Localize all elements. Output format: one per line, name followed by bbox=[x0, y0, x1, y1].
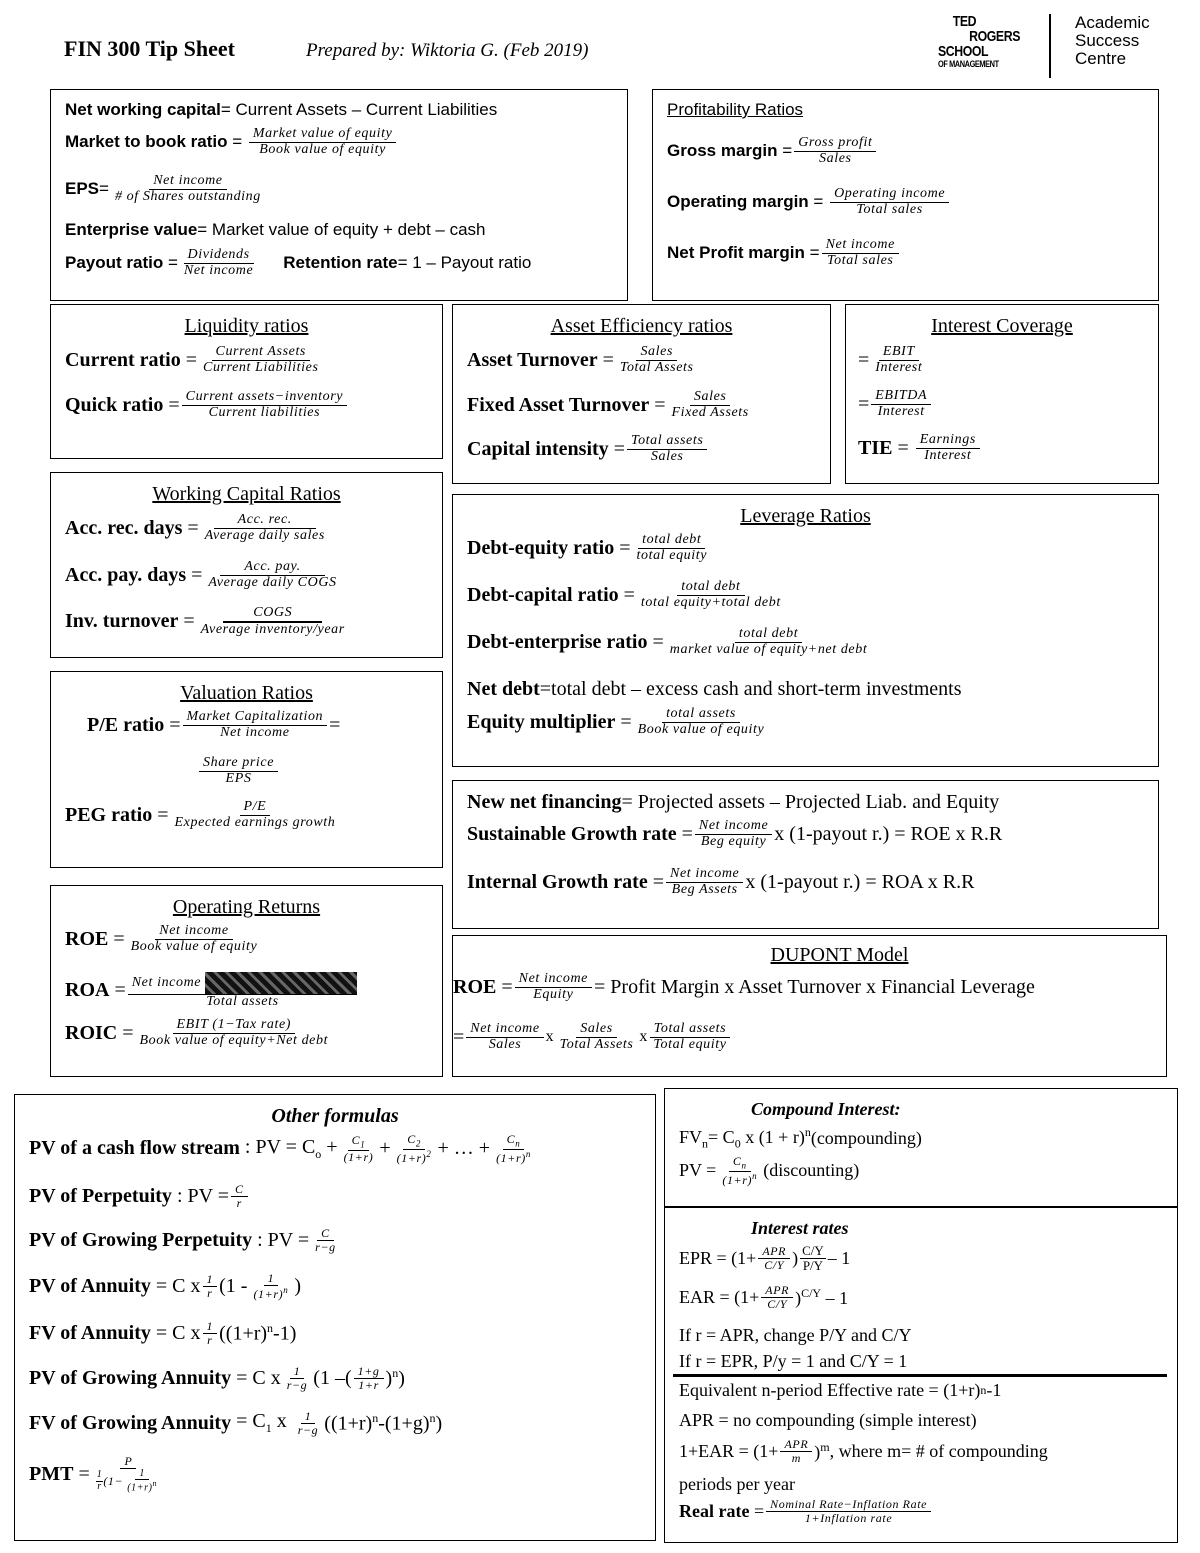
denominator: Average inventory/year bbox=[200, 621, 345, 637]
times-sign: x bbox=[639, 1028, 648, 1046]
payout-row: Payout ratio = $\frac{\text{Dividends}}{\text{Net income}}$ Retention rate = 1 – Payout ratio bbox=[65, 247, 532, 278]
denominator: market value of equity+net debt bbox=[669, 641, 868, 657]
compounding-note: (compounding) bbox=[810, 1127, 922, 1148]
dupont-roe-fraction bbox=[515, 972, 592, 1002]
numerator: Net income bbox=[155, 924, 232, 940]
rates-divider bbox=[673, 1374, 1167, 1377]
dupont-title: DUPONT Model bbox=[770, 944, 909, 966]
fv-annuity-label: FV of Annuity bbox=[29, 1321, 151, 1344]
pv-growing-perpetuity-row: PV of Growing Perpetuity : PV = $\frac{C}{r-g}$ bbox=[29, 1226, 336, 1254]
netmargin-label: Net Profit margin bbox=[667, 243, 805, 263]
internal-growth-row: Internal Growth rate = $\frac{\text{Net income}}{\text{Beg Assets}}$ x (1-payout r.) = ROA x R.R bbox=[467, 866, 975, 897]
new-net-financing-rhs: = Projected assets – Projected Liab. and Equity bbox=[621, 791, 1000, 813]
asset-turnover-row: Asset Turnover = $\frac{\text{Sales}}{\text{Total Assets}}$ bbox=[467, 345, 700, 375]
numerator: Sales bbox=[636, 345, 677, 361]
ap-days-label: Acc. pay. days bbox=[65, 563, 187, 586]
logo-divider bbox=[1049, 14, 1051, 78]
roa-numerator-row bbox=[128, 972, 357, 995]
equivalent-rate-row: Equivalent n-period Effective rate = (1+r) n -1 bbox=[679, 1380, 1002, 1400]
epr-row: EPR = (1+ $\frac{\text{APR}}{C/Y}$ ) $\frac{C/Y}{P/Y}$ – 1 bbox=[679, 1243, 851, 1273]
numerator: Market value of equity bbox=[249, 127, 397, 143]
roic-row: ROIC = $\frac{\text{EBIT (1−Tax rate)}}{\text{Book value of equity+Net debt}}$ bbox=[65, 1018, 334, 1048]
numerator: Acc. rec. bbox=[214, 513, 316, 529]
asset-turnover-fraction bbox=[556, 1022, 638, 1052]
profit-margin-fraction bbox=[466, 1022, 543, 1052]
gross-fraction bbox=[794, 136, 876, 166]
denominator: Fixed Assets bbox=[671, 404, 749, 420]
current-row: Current ratio = $\frac{\text{Current Assets}}{\text{Current Liabilities}}$ bbox=[65, 345, 325, 375]
numerator: Sales bbox=[576, 1022, 617, 1038]
numerator: Acc. pay. bbox=[220, 560, 324, 576]
igr-rhs: x (1-payout r.) = ROA x R.R bbox=[745, 870, 975, 893]
pv-perpetuity-label: PV of Perpetuity bbox=[29, 1184, 172, 1207]
if-apr-note: If r = APR, change P/Y and C/Y bbox=[679, 1325, 912, 1345]
numerator: Dividends bbox=[184, 248, 254, 264]
numerator: Operating income bbox=[830, 187, 949, 203]
denominator: # of Shares outstanding bbox=[114, 188, 261, 204]
tie-row: TIE = $\frac{\text{Earnings}}{\text{Interest}}$ bbox=[858, 433, 982, 463]
equity-multiplier-fraction bbox=[634, 707, 769, 737]
denominator: total equity bbox=[636, 547, 708, 563]
liquidity-title: Liquidity ratios bbox=[184, 315, 309, 337]
logo-management: OF MANAGEMENT bbox=[938, 59, 999, 69]
pv-growing-annuity-label: PV of Growing Annuity bbox=[29, 1366, 232, 1389]
denominator: Sales bbox=[488, 1036, 522, 1052]
mtb-fraction bbox=[249, 127, 397, 157]
numerator: Gross profit bbox=[794, 136, 876, 152]
debt-equity-label: Debt-equity ratio bbox=[467, 536, 615, 559]
denominator: Current Liabilities bbox=[203, 359, 319, 375]
debt-capital-label: Debt-capital ratio bbox=[467, 583, 619, 606]
ap-days-row: Acc. pay. days = $\frac{\text{Acc. pay.}}{\text{Average daily COGS}}$ bbox=[65, 560, 343, 590]
denominator: Total equity bbox=[653, 1036, 727, 1052]
peg-label: PEG ratio bbox=[65, 803, 153, 826]
numerator: Current Assets bbox=[212, 345, 310, 361]
valuation-title: Valuation Ratios bbox=[180, 682, 313, 704]
numerator: EBIT (1−Tax rate) bbox=[173, 1018, 296, 1034]
denominator: EPS bbox=[225, 770, 252, 786]
apr-note: APR = no compounding (simple interest) bbox=[679, 1410, 977, 1430]
denominator: Average daily COGS bbox=[208, 574, 337, 590]
denominator: Sales bbox=[650, 448, 684, 464]
sgr-fraction bbox=[695, 819, 772, 849]
ear-m-row: 1+EAR = (1+ $\frac{\text{APR}}{m}$ )$^m$ , where m= # of compounding bbox=[679, 1437, 1048, 1465]
eps-label: EPS bbox=[65, 179, 100, 199]
pv-growing-perpetuity-label: PV of Growing Perpetuity bbox=[29, 1228, 253, 1251]
numerator: Net income bbox=[695, 819, 772, 835]
peg-row: PEG ratio = $\frac{P/E}{\text{Expected earnings growth}}$ bbox=[65, 800, 341, 830]
roe-label: ROE bbox=[65, 927, 109, 950]
denominator: Book value of equity+Net debt bbox=[139, 1032, 329, 1048]
denominator: 1+Inflation rate bbox=[804, 1510, 893, 1525]
equity-multiplier-row: Equity multiplier = $\frac{\text{total assets}}{\text{Book value of equity}}$ bbox=[467, 707, 770, 737]
denominator: total equity+total debt bbox=[640, 594, 781, 610]
inv-turnover-label: Inv. turnover bbox=[65, 610, 179, 633]
numerator: Total assets bbox=[627, 434, 707, 450]
leverage-title: Leverage Ratios bbox=[740, 505, 871, 527]
financial-leverage-fraction bbox=[649, 1022, 730, 1052]
dupont-expansion-row: = $\frac{\text{Net income}}{\text{Sales}}$ x $\frac{\text{Sales}}{\text{Total Assets}}$ x $\frac{\text{Total assets}}{\text{Total equity}}$ bbox=[453, 1022, 733, 1052]
capital-intensity-label: Capital intensity bbox=[467, 437, 609, 460]
other-formulas-title: Other formulas bbox=[271, 1105, 399, 1127]
compound-interest-title: Compound Interest: bbox=[751, 1099, 901, 1119]
numerator: total assets bbox=[662, 707, 740, 723]
equity-multiplier-label: Equity multiplier bbox=[467, 710, 616, 733]
numerator: Earnings bbox=[916, 433, 980, 449]
logo-rogers: ROGERS bbox=[969, 28, 1020, 45]
valuation-box bbox=[50, 671, 443, 868]
pv-perpetuity-row: PV of Perpetuity : PV = $\frac{C}{r}$ bbox=[29, 1183, 250, 1209]
roic-fraction bbox=[136, 1018, 333, 1048]
new-net-financing-row bbox=[467, 791, 999, 814]
numerator: Total assets bbox=[650, 1022, 730, 1038]
quick-fraction bbox=[182, 390, 347, 420]
debt-enterprise-fraction bbox=[666, 627, 872, 657]
netmargin-fraction bbox=[822, 238, 899, 268]
denominator: Book value of equity bbox=[637, 721, 765, 737]
logo-ted: TED bbox=[952, 13, 977, 30]
debt-capital-fraction bbox=[637, 580, 785, 610]
real-rate-row: Real rate = $\frac{\text{Nominal Rate−Inflation Rate}}{\text{1+Inflation rate}}$ bbox=[679, 1498, 933, 1524]
debt-equity-fraction bbox=[632, 533, 711, 563]
numerator: COGS bbox=[223, 606, 322, 623]
pe-fraction bbox=[183, 710, 328, 740]
prepared-by: Prepared by: Wiktoria G. (Feb 2019) bbox=[306, 40, 589, 61]
centre-line: Centre bbox=[1075, 49, 1127, 68]
payout-fraction bbox=[180, 248, 257, 278]
denominator: Total sales bbox=[827, 252, 894, 268]
mtb-label: Market to book ratio bbox=[65, 132, 228, 152]
eps-row: EPS = $\frac{\text{Net income}}{\text{\# of Shares outstanding}}$ bbox=[65, 174, 267, 204]
profitability-title: Profitability Ratios bbox=[667, 100, 804, 119]
fv-compound-row: $FV_n= C_0$ x $(1 + r)^n$ (compounding) bbox=[679, 1125, 922, 1151]
roe-row: ROE = $\frac{\text{Net income}}{\text{Book value of equity}}$ bbox=[65, 924, 263, 954]
denominator: Beg equity bbox=[700, 833, 767, 849]
peg-fraction bbox=[171, 800, 340, 830]
sustainable-growth-row: Sustainable Growth rate = $\frac{\text{Net income}}{\text{Beg equity}}$ x (1-payout r.) = ROE x R.R bbox=[467, 818, 1003, 849]
numerator: Net income bbox=[822, 238, 899, 254]
numerator: Net income bbox=[666, 867, 743, 883]
payout-label: Payout ratio bbox=[65, 253, 164, 273]
price-eps-fraction bbox=[199, 756, 278, 786]
pmt-row: PMT = P $\frac{1}{r}$ (1− $\frac{1}{(1+r)^n}$ bbox=[29, 1454, 158, 1494]
denominator: Equity bbox=[533, 986, 574, 1002]
working-capital-title: Working Capital Ratios bbox=[152, 483, 341, 505]
numerator: Net income bbox=[149, 174, 226, 190]
igr-fraction bbox=[666, 867, 743, 897]
times-sign: x bbox=[545, 1028, 554, 1046]
dupont-roe-rhs: = Profit Margin x Asset Turnover x Financial Leverage bbox=[594, 975, 1035, 998]
gross-row: Gross margin = $\frac{\text{Gross profit}}{\text{Sales}}$ bbox=[667, 136, 878, 166]
denominator: Net income bbox=[220, 724, 290, 740]
school-logo bbox=[938, 13, 1020, 80]
ev-row bbox=[65, 220, 486, 240]
redacted-mark bbox=[205, 972, 357, 994]
gross-label: Gross margin bbox=[667, 141, 778, 161]
ebitda-fraction bbox=[871, 389, 931, 419]
current-fraction bbox=[199, 345, 323, 375]
liquidity-box bbox=[50, 304, 443, 459]
fixed-turnover-row: Fixed Asset Turnover = $\frac{\text{Sales}}{\text{Fixed Assets}}$ bbox=[467, 390, 755, 420]
asset-efficiency-title: Asset Efficiency ratios bbox=[550, 315, 733, 337]
ev-rhs: = Market value of equity + debt – cash bbox=[197, 220, 486, 239]
other-formulas-box bbox=[14, 1094, 656, 1541]
profitability-box bbox=[652, 89, 1159, 301]
pe-price-row bbox=[197, 756, 280, 786]
tie-fraction bbox=[916, 433, 980, 463]
logo-school: SCHOOL bbox=[938, 43, 989, 60]
denominator: Beg Assets bbox=[671, 881, 738, 897]
operating-returns-title: Operating Returns bbox=[172, 896, 321, 918]
interest-coverage-box bbox=[845, 304, 1159, 484]
centre-name bbox=[1075, 14, 1150, 68]
numerator: Market Capitalization bbox=[183, 710, 328, 726]
fv-annuity-row: FV of Annuity = C x $\frac{1}{r}$ $((1+r)^n-1)$ bbox=[29, 1319, 297, 1347]
inv-turnover-fraction bbox=[197, 606, 349, 637]
centre-line: Success bbox=[1075, 31, 1140, 50]
ebit-coverage-row: = $\frac{\text{EBIT}}{\text{Interest}}$ bbox=[858, 345, 928, 375]
roa-label: ROA bbox=[65, 979, 110, 1002]
compound-interest-box bbox=[664, 1088, 1178, 1207]
pv-discount-row: PV = $\frac{C_n}{(1+r)^n}$ (discounting) bbox=[679, 1154, 860, 1187]
internal-growth-label: Internal Growth rate bbox=[467, 870, 648, 893]
denominator: Interest bbox=[877, 403, 925, 419]
interest-coverage-title: Interest Coverage bbox=[931, 315, 1073, 337]
roic-label: ROIC bbox=[65, 1021, 118, 1044]
periods-note: periods per year bbox=[679, 1474, 795, 1494]
roa-fraction bbox=[128, 972, 357, 1010]
new-net-financing-label: New net financing bbox=[467, 791, 622, 813]
fixed-turnover-fraction bbox=[668, 390, 753, 420]
pv-cash-flow-label: PV of a cash flow stream bbox=[29, 1137, 240, 1160]
sgr-rhs: x (1-payout r.) = ROE x R.R bbox=[774, 822, 1003, 845]
asset-turnover-fraction bbox=[616, 345, 698, 375]
roe-fraction bbox=[127, 924, 262, 954]
numerator: Net income bbox=[515, 972, 592, 988]
numerator: Sales bbox=[690, 390, 731, 406]
denominator: Average daily sales bbox=[204, 527, 325, 543]
if-epr-note: If r = EPR, P/y = 1 and C/Y = 1 bbox=[679, 1351, 908, 1371]
asset-efficiency-box bbox=[452, 304, 831, 484]
ar-days-label: Acc. rec. days bbox=[65, 516, 183, 539]
pe-label: P/E ratio bbox=[87, 713, 165, 736]
ear-m-note: , where m= # of compounding bbox=[829, 1440, 1048, 1461]
pe-row: P/E ratio = $\frac{\text{Market Capitalization}}{\text{Net income}}$ = bbox=[87, 709, 341, 740]
denominator: Total sales bbox=[856, 201, 923, 217]
numerator: Net income bbox=[466, 1022, 543, 1038]
debt-enterprise-label: Debt-enterprise ratio bbox=[467, 630, 648, 653]
pv-cash-flow-row: PV of a cash flow stream : PV = $C_o$ + $\frac{C_1}{(1+r)}$ + $\frac{C_2}{(1+r)^2}$ + … + $\frac{C_n}{(1+r)^n}$ bbox=[29, 1132, 531, 1165]
interest-rates-title: Interest rates bbox=[751, 1218, 849, 1238]
opmargin-fraction bbox=[830, 187, 949, 217]
nwc-rhs: = Current Assets – Current Liabilities bbox=[220, 100, 498, 119]
mtb-row: Market to book ratio = $\frac{\text{Market value of equity}}{\text{Book value of equity}}$ bbox=[65, 127, 398, 157]
debt-enterprise-row: Debt-enterprise ratio = $\frac{\text{total debt}}{\text{market value of equity+net debt}}$ bbox=[467, 627, 873, 657]
retention-rhs: = 1 – Payout ratio bbox=[397, 253, 532, 273]
net-debt-row bbox=[467, 678, 962, 701]
tie-label: TIE bbox=[858, 436, 893, 459]
eps-fraction bbox=[111, 174, 265, 204]
basics-box bbox=[50, 89, 628, 301]
capital-intensity-row: Capital intensity = $\frac{\text{Total assets}}{\text{Sales}}$ bbox=[467, 434, 709, 464]
opmargin-label: Operating margin bbox=[667, 192, 809, 212]
sustainable-growth-label: Sustainable Growth rate bbox=[467, 822, 677, 845]
numerator: total debt bbox=[677, 580, 744, 596]
denominator: Total Assets bbox=[559, 1036, 634, 1052]
nwc-row bbox=[65, 100, 497, 120]
ebitda-coverage-row: = $\frac{\text{EBITDA}}{\text{Interest}}$ bbox=[858, 389, 933, 419]
denominator: Sales bbox=[819, 150, 852, 166]
operating-returns-box bbox=[50, 885, 443, 1077]
numerator: total debt bbox=[638, 533, 705, 549]
numerator: Share price bbox=[199, 756, 278, 772]
dupont-box bbox=[452, 935, 1167, 1077]
growth-box bbox=[452, 780, 1159, 929]
dupont-roe-row: ROE = $\frac{\text{Net income}}{\text{Equity}}$ = Profit Margin x Asset Turnover x Financial Leverage bbox=[453, 971, 1035, 1002]
quick-row: Quick ratio = $\frac{\text{Current assets−inventory}}{\text{Current liabilities}}$ bbox=[65, 390, 349, 420]
page-title: FIN 300 Tip Sheet bbox=[64, 36, 235, 61]
centre-line: Academic bbox=[1075, 13, 1150, 32]
numerator: EBIT bbox=[879, 345, 919, 361]
leverage-box bbox=[452, 494, 1159, 767]
inv-turnover-row: Inv. turnover = $\frac{\text{COGS}}{\text{Average inventory/year}}$ bbox=[65, 606, 351, 637]
denominator: Book value of equity bbox=[130, 938, 258, 954]
current-label: Current ratio bbox=[65, 348, 181, 371]
numerator: P/E bbox=[240, 800, 271, 816]
denominator: Book value of equity bbox=[259, 141, 386, 157]
numerator: Net income bbox=[131, 974, 202, 990]
capital-intensity-fraction bbox=[627, 434, 707, 464]
numerator: total debt bbox=[735, 627, 802, 643]
quick-label: Quick ratio bbox=[65, 393, 164, 416]
denominator: Expected earnings growth bbox=[174, 814, 336, 830]
retention-label: Retention rate bbox=[283, 253, 398, 273]
denominator: Net income bbox=[183, 262, 254, 278]
interest-rates-box bbox=[664, 1207, 1178, 1543]
dupont-roe-label: ROE bbox=[453, 975, 497, 998]
numerator: EBITDA bbox=[871, 389, 931, 405]
ev-label: Enterprise value bbox=[65, 220, 198, 239]
net-debt-rhs: =total debt – excess cash and short-term investments bbox=[539, 678, 962, 700]
net-debt-label: Net debt bbox=[467, 678, 540, 700]
netmargin-row: Net Profit margin = $\frac{\text{Net income}}{\text{Total sales}}$ bbox=[667, 238, 901, 268]
debt-capital-row: Debt-capital ratio = $\frac{\text{total debt}}{\text{total equity+total debt}}$ bbox=[467, 580, 787, 610]
discounting-note: (discounting) bbox=[763, 1160, 860, 1181]
opmargin-row: Operating margin = $\frac{\text{Operating income}}{\text{Total sales}}$ bbox=[667, 187, 951, 217]
pv-annuity-row: PV of Annuity = C x $\frac{1}{r}$ (1 - $\frac{1}{(1+r)^n}$ ) bbox=[29, 1271, 301, 1301]
fv-growing-annuity-row: FV of Growing Annuity = $C_1$ x $\frac{1}{r-g}$ $((1+r)^n-(1+g)^n)$ bbox=[29, 1409, 443, 1437]
ap-days-fraction bbox=[204, 560, 340, 590]
fixed-turnover-label: Fixed Asset Turnover bbox=[467, 393, 650, 416]
denominator: Total Assets bbox=[619, 359, 694, 375]
ar-days-fraction bbox=[201, 513, 329, 543]
pmt-label: PMT bbox=[29, 1462, 74, 1485]
ebit-fraction bbox=[871, 345, 926, 375]
real-rate-label: Real rate bbox=[679, 1500, 750, 1521]
asset-turnover-label: Asset Turnover bbox=[467, 348, 598, 371]
fv-growing-annuity-label: FV of Growing Annuity bbox=[29, 1411, 232, 1434]
ar-days-row: Acc. rec. days = $\frac{\text{Acc. rec.}}{\text{Average daily sales}}$ bbox=[65, 513, 331, 543]
working-capital-box bbox=[50, 472, 443, 658]
denominator: Total assets bbox=[206, 994, 279, 1009]
denominator: Interest bbox=[924, 447, 972, 463]
pv-growing-annuity-row: PV of Growing Annuity = C x $\frac{1}{r-g}$ (1 –( $\frac{1+g}{1+r}$ )$^n$) bbox=[29, 1364, 405, 1392]
numerator: Current assets−inventory bbox=[182, 390, 347, 406]
ear-row: EAR = (1+ $\frac{\text{APR}}{C/Y}$ )$^{C/Y}$ – 1 bbox=[679, 1283, 849, 1311]
denominator: Interest bbox=[875, 359, 923, 375]
roa-row: ROA = $\frac{\text{Net income}}{\text{Total assets}}$ bbox=[65, 972, 359, 1010]
equivalent-rate-text: Equivalent n-period Effective rate = (1+r) bbox=[679, 1380, 981, 1400]
denominator: Current liabilities bbox=[208, 404, 321, 420]
numerator: Nominal Rate−Inflation Rate bbox=[766, 1498, 931, 1512]
nwc-label: Net working capital bbox=[65, 100, 221, 119]
debt-equity-row: Debt-equity ratio = $\frac{\text{total debt}}{\text{total equity}}$ bbox=[467, 533, 713, 563]
pv-annuity-label: PV of Annuity bbox=[29, 1274, 151, 1297]
